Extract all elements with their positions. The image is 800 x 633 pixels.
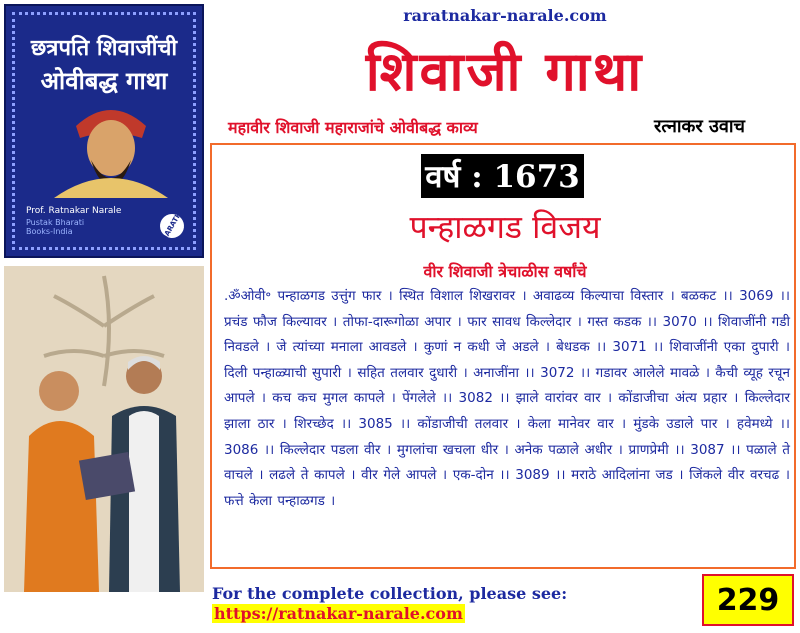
footer-note: For the complete collection, please see: bbox=[212, 584, 568, 603]
book-publisher: Pustak Bharati Books-India bbox=[26, 218, 85, 236]
page-title: शिवाजी गाथा bbox=[365, 40, 645, 103]
subtitle: महावीर शिवाजी महाराजांचे ओवीबद्ध काव्य bbox=[228, 118, 478, 137]
photo-illustration-icon bbox=[4, 266, 204, 592]
year-label: वर्ष : 1673 bbox=[421, 154, 584, 198]
series-title: वीर शिवाजी त्रेचाळीस वर्षांचे bbox=[423, 262, 587, 281]
page-number: 229 bbox=[702, 574, 794, 626]
chapter-title: पन्हाळगड विजय bbox=[409, 208, 601, 246]
footer-link[interactable]: https://ratnakar-narale.com bbox=[214, 604, 463, 623]
book-title-line2: ओवीबद्ध गाथा bbox=[40, 67, 168, 95]
book-author: Prof. Ratnakar Narale bbox=[26, 206, 122, 216]
marathi-badge: MARATHI bbox=[156, 210, 189, 243]
book-title-line1: छत्रपति शिवाजींची bbox=[30, 36, 178, 61]
shivaji-portrait-icon bbox=[46, 98, 176, 198]
author-note: रत्नाकर उवाच bbox=[654, 116, 745, 137]
book-cover bbox=[4, 4, 204, 258]
photo-meeting bbox=[4, 266, 204, 592]
site-header: raratnakar-narale.com bbox=[403, 6, 607, 25]
verse-text: .ॐओवी॰ पन्हाळगड उत्तुंग फार । स्थित विशाल शिखरावर । अवाढव्य किल्याचा विस्तार । बळकट ।। 3069 ।। प्रचंड फौज किल्यावर । तोफा-दारूगोळा अपार । फार सावध किल्लेदार । गस्त कडक ।। 3070 ।। शिवाजींनी गडी निवडले । जे त्यांच्या मनाला आवडले । कुणां न कधी जे अडले । बेधडक ।। 3071 ।। शिवाजींनी एका दुपारी । दिली पन्हाळ्याची सुपारी । सहित तलवार दुधारी । अनाजींना ।। 3072 ।। गडावर आलेले मावळे । कैची व्यूह रचून आपले । कच कच मुगल कापले । पेंगलेले ।। 3082 ।। झाले वारांवर वार । कोंडाजीचा अंत्य प्रहार । किल्लेदार झाला ठार । शिरच्छेद ।। 3085 ।। कोंडाजीची तलवार । केला मानेवर वार । मुंडके उडाले पार । हवेमध्ये ।। 3086 ।। किल्लेदार पडला वीर । मुगलांचा खचला धीर । अनेक पळाले अधीर । प्राणप्रेमी ।। 3087 ।। पळाले ते वाचले । लढले ते कापले । वीर गेले आपले । एक-दोन ।। 3089 ।। मराठे आदिलांना जड । जिंकले वीर वरचढ । फत्ते केला पन्हाळगड । bbox=[224, 288, 790, 509]
